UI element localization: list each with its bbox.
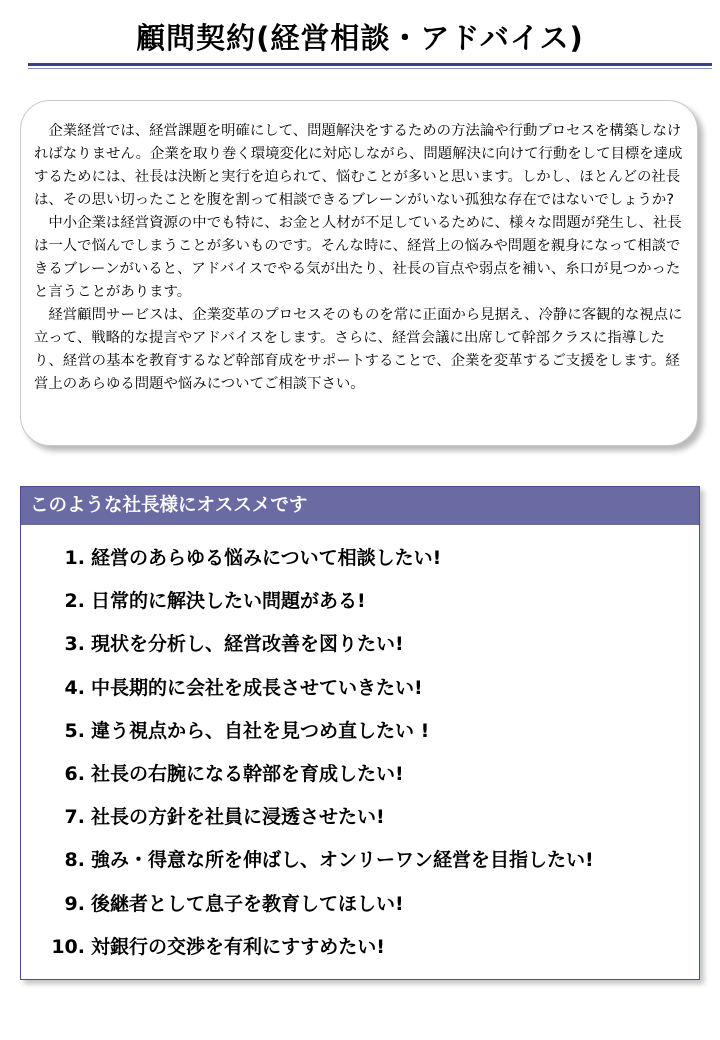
list-item-number: 7. bbox=[64, 806, 85, 829]
title-underline bbox=[28, 63, 712, 66]
list-item bbox=[21, 714, 699, 757]
list-item bbox=[21, 584, 699, 627]
recommendation-list bbox=[21, 541, 699, 973]
list-item-text: 後継者として息子を教育してほしい! bbox=[91, 892, 404, 915]
list-item-number: 2. bbox=[64, 590, 85, 613]
page-title: 顧問契約(経営相談・アドバイス) bbox=[136, 21, 584, 55]
list-item bbox=[21, 627, 699, 670]
list-item bbox=[21, 671, 699, 714]
list-item bbox=[21, 800, 699, 843]
list-item bbox=[21, 541, 699, 584]
list-item bbox=[21, 887, 699, 930]
list-item-number: 3. bbox=[64, 633, 85, 656]
recommendation-panel bbox=[20, 486, 700, 980]
list-item-number: 1. bbox=[64, 547, 85, 569]
list-item-number: 10. bbox=[51, 935, 85, 958]
recommendation-heading: このような社長様にオススメです bbox=[21, 487, 699, 525]
title-underline-thin bbox=[28, 68, 712, 69]
list-item-text: 中長期的に会社を成長させていきたい! bbox=[91, 676, 423, 699]
list-item-number: 6. bbox=[64, 762, 85, 785]
list-item-text: 違う視点から、自社を見つめ直したい ! bbox=[91, 719, 430, 742]
list-item bbox=[21, 757, 699, 800]
list-item-number: 9. bbox=[64, 892, 85, 915]
list-item-text: 対銀行の交渉を有利にすすめたい! bbox=[91, 935, 385, 958]
list-item bbox=[21, 930, 699, 973]
list-item-text: 日常的に解決したい問題がある! bbox=[91, 590, 366, 613]
intro-paragraph-1: 企業経営では、経営課題を明確にして、問題解決をするための方法論や行動プロセスを構築しなければなりません。企業を取り巻く環境変化に対応しながら、問題解決に向けて行動をして目標を達成するためには、社長は決断と実行を迫られて、悩むことが多いと思います。しかし、ほとんどの社長は、その思い切ったことを腹を割って相談できるブレーンがいない孤独な存在ではないでしょうか? bbox=[34, 123, 683, 208]
list-item-text: 現状を分析し、経営改善を図りたい! bbox=[91, 633, 404, 656]
list-item-text: 社長の右腕になる幹部を育成したい! bbox=[91, 762, 404, 785]
list-item-text: 社長の方針を社員に浸透させたい! bbox=[91, 806, 385, 829]
list-item-number: 5. bbox=[64, 719, 85, 742]
list-item-number: 4. bbox=[64, 676, 85, 699]
intro-paragraph-3: 経営顧問サービスは、企業変革のプロセスそのものを常に正面から見据え、冷静に客観的な視点に立って、戦略的な提言やアドバイスをします。さらに、経営会議に出席して幹部クラスに指導したり、経営の基本を教育するなど幹部育成をサポートすることで、企業を変革するご支援をします。経営上のあらゆる問題や悩みについてご相談下さい。 bbox=[34, 307, 683, 392]
list-item-text: 強み・得意な所を伸ばし、オンリーワン経営を目指したい! bbox=[91, 849, 594, 872]
list-item-text: 経営のあらゆる悩みについて相談したい! bbox=[91, 547, 442, 569]
list-item-number: 8. bbox=[64, 849, 85, 872]
list-item bbox=[21, 843, 699, 886]
intro-text bbox=[34, 120, 690, 396]
intro-paragraph-2: 中小企業は経営資源の中でも特に、お金と人材が不足しているために、様々な問題が発生し、社長は一人で悩んでしまうことが多いものです。そんな時に、経営上の悩みや問題を親身になって相談できるブレーンがいると、アドバイスでやる気が出たり、社長の盲点や弱点を補い、糸口が見つかったと言うことがあります。 bbox=[34, 215, 682, 300]
